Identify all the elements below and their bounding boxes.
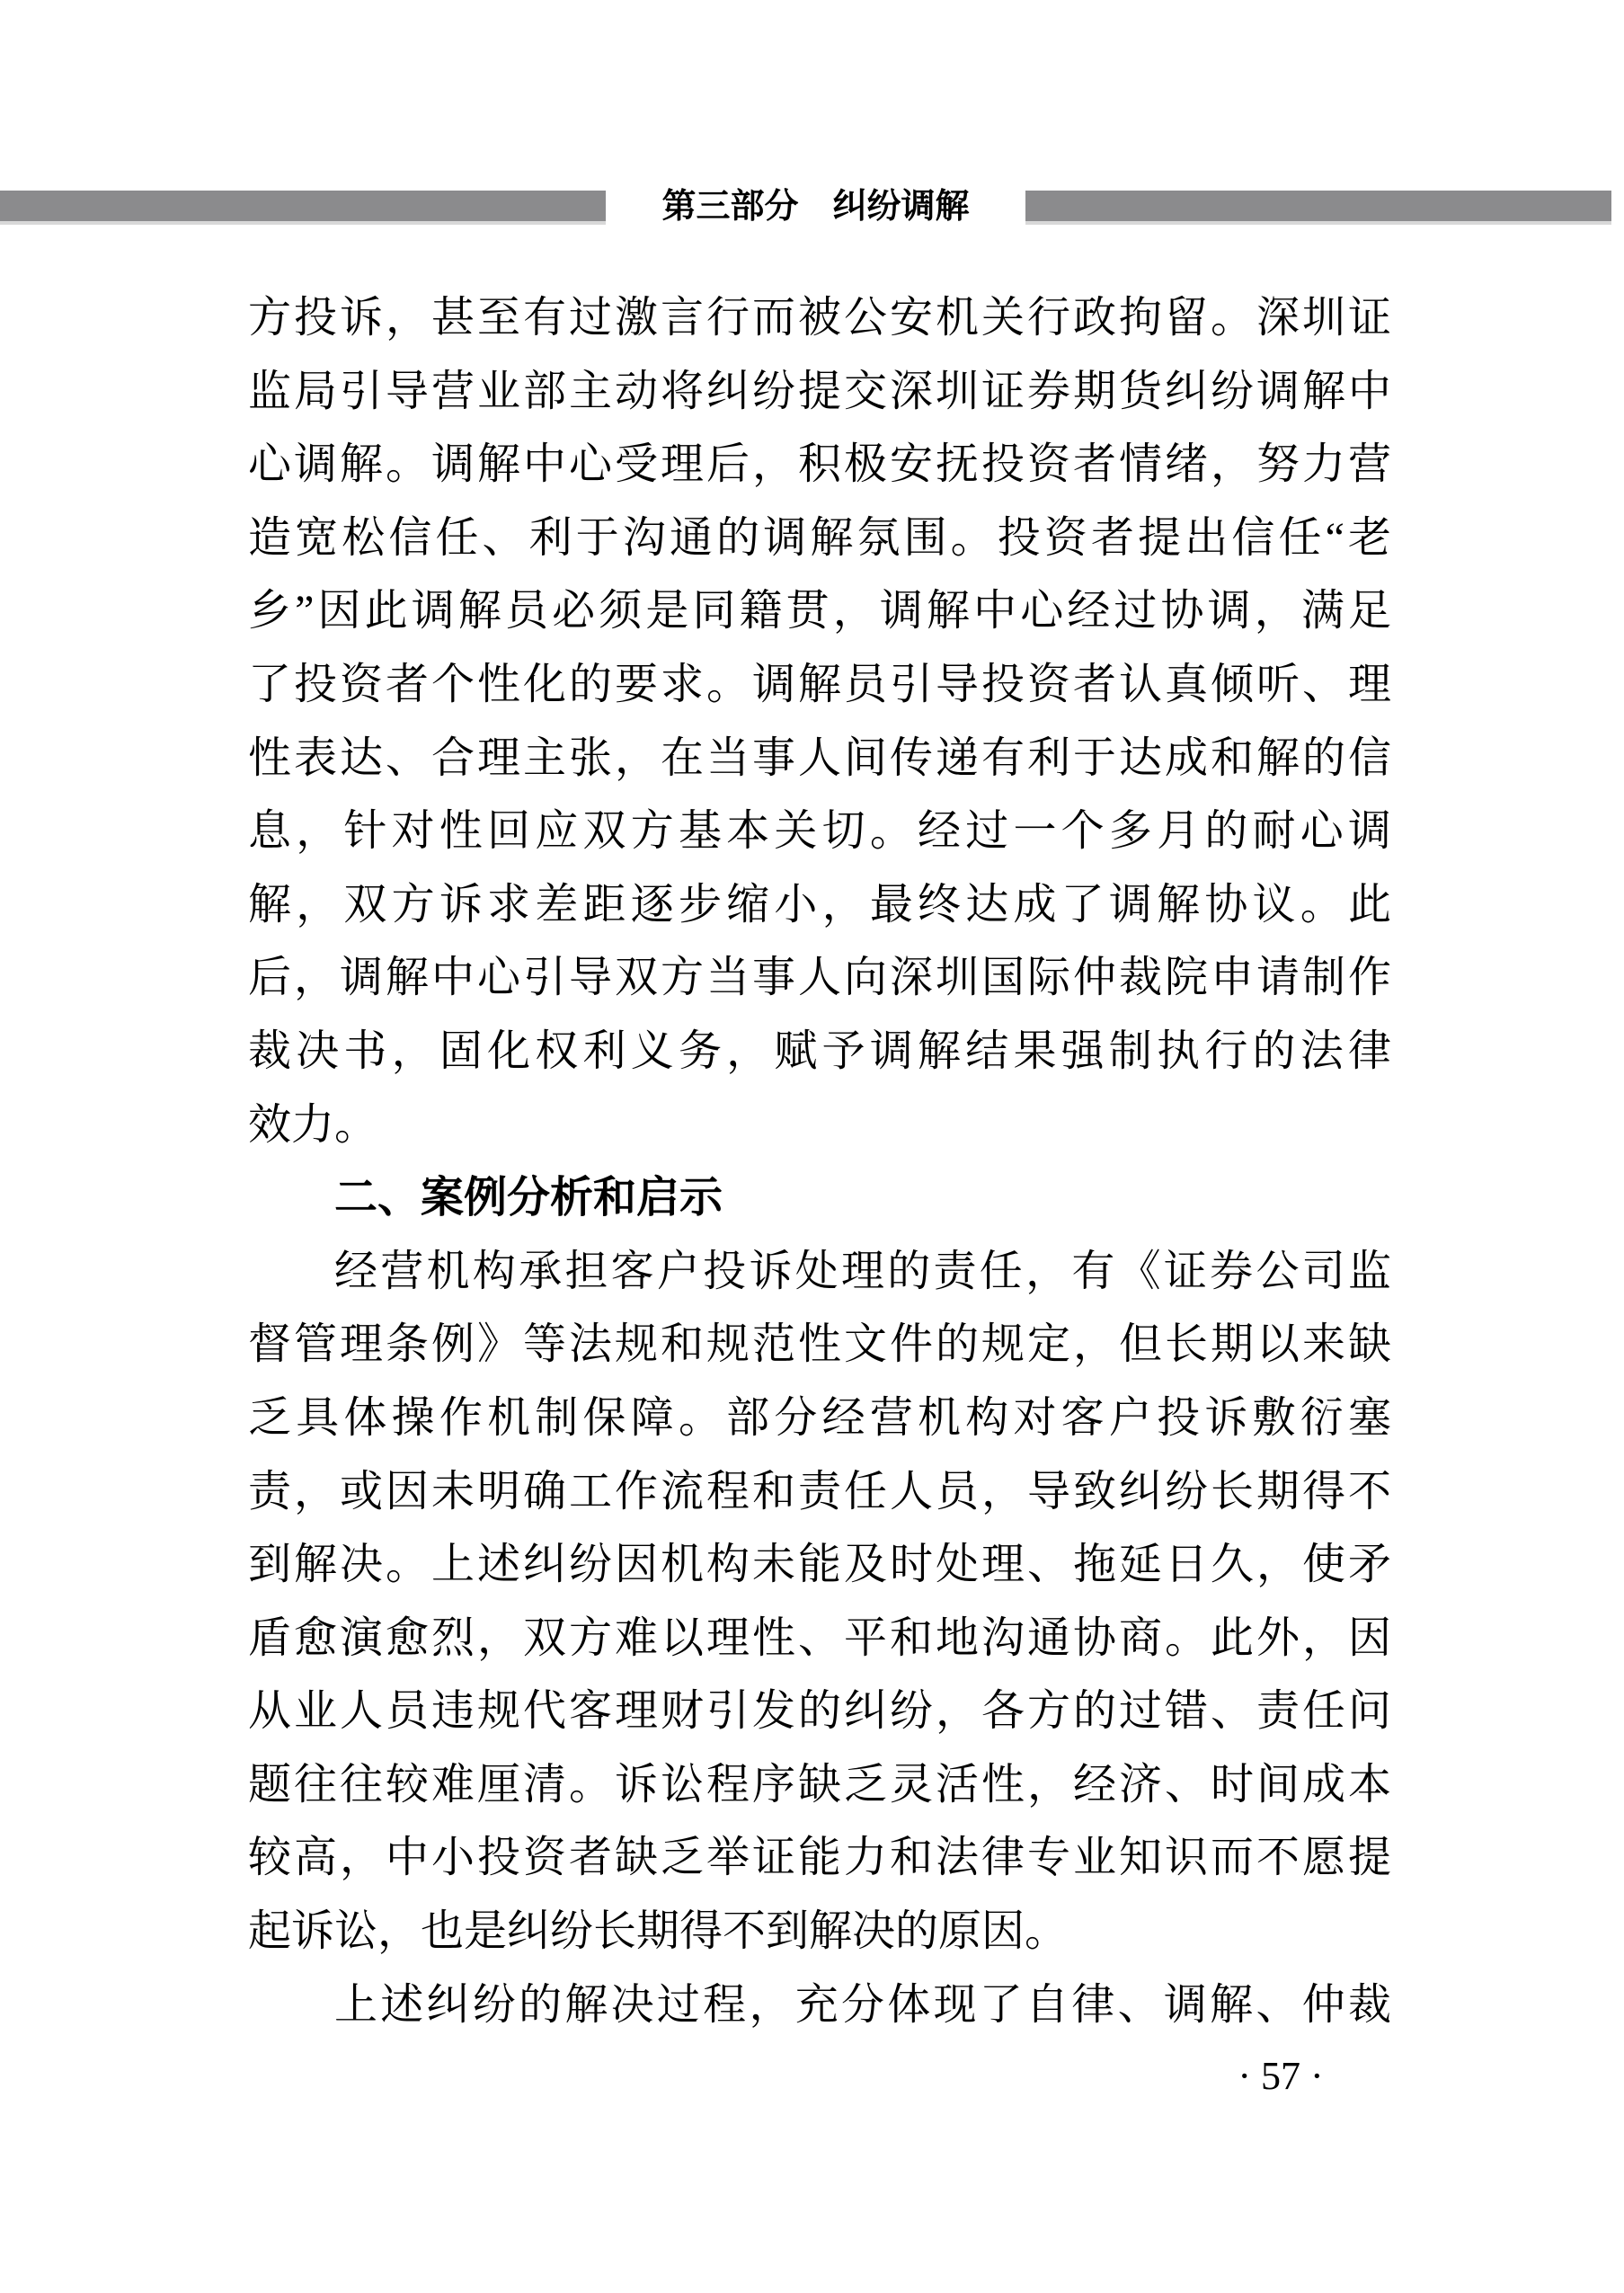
text-line: 到解决。上述纠纷因机构未能及时处理、拖延日久，使矛: [248, 1541, 1391, 1589]
text-line: 裁决书，固化权利义务，赋予调解结果强制执行的法律: [248, 1027, 1391, 1075]
text-line: 上述纠纷的解决过程，充分体现了自律、调解、仲裁: [334, 1980, 1391, 2029]
text-line: 效力。: [248, 1100, 378, 1149]
text-line: 性表达、合理主张，在当事人间传递有利于达成和解的信: [248, 733, 1391, 782]
text-line: 乡”因此调解员必须是同籍贯，调解中心经过协调，满足: [248, 587, 1391, 635]
section-heading: 二、案例分析和启示: [334, 1174, 723, 1222]
running-head-title: 第三部分 纠纷调解: [661, 188, 970, 226]
text-line: 造宽松信任、利于沟通的调解氛围。投资者提出信任“老: [248, 513, 1391, 562]
text-line: 心调解。调解中心受理后，积极安抚投资者情绪，努力营: [248, 440, 1391, 489]
text-line: 方投诉，甚至有过激言行而被公安机关行政拘留。深圳证: [248, 294, 1391, 342]
header-rule-left: [0, 191, 606, 225]
text-line: 监局引导营业部主动将纠纷提交深圳证券期货纠纷调解中: [248, 367, 1391, 415]
text-line: 督管理条例》等法规和规范性文件的规定，但长期以来缺: [248, 1320, 1391, 1369]
text-line: 息，针对性回应双方基本关切。经过一个多月的耐心调: [248, 807, 1391, 856]
text-line: 解，双方诉求差距逐步缩小，最终达成了调解协议。此: [248, 880, 1391, 929]
running-head: [0, 188, 1624, 227]
text-line: 了投资者个性化的要求。调解员引导投资者认真倾听、理: [248, 660, 1391, 708]
text-line: 乏具体操作机制保障。部分经营机构对客户投诉敷衍塞: [248, 1393, 1391, 1442]
text-line: 后，调解中心引导双方当事人向深圳国际仲裁院申请制作: [248, 954, 1391, 1002]
text-line: 题往往较难厘清。诉讼程序缺乏灵活性，经济、时间成本: [248, 1760, 1391, 1809]
header-rule-right: [1025, 191, 1611, 225]
text-line: 较高，中小投资者缺乏举证能力和法律专业知识而不愿提: [248, 1834, 1391, 1882]
page-number: · 57 ·: [1238, 2054, 1324, 2098]
text-line: 从业人员违规代客理财引发的纠纷，各方的过错、责任问: [248, 1687, 1391, 1736]
text-body: [248, 281, 1391, 2041]
text-line: 起诉讼，也是纠纷长期得不到解决的原因。: [248, 1907, 1069, 1956]
text-line: 经营机构承担客户投诉处理的责任，有《证券公司监: [334, 1247, 1391, 1295]
text-line: 责，或因未明确工作流程和责任人员，导致纠纷长期得不: [248, 1467, 1391, 1515]
text-line: 盾愈演愈烈，双方难以理性、平和地沟通协商。此外，因: [248, 1613, 1391, 1662]
